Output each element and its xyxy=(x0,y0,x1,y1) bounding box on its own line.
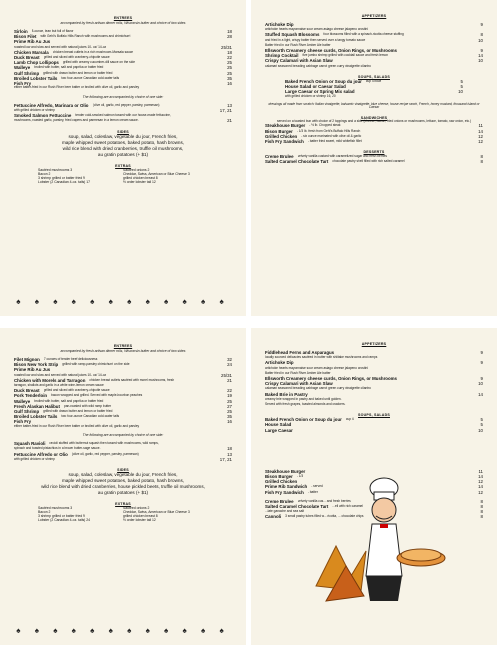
menu-item-name: Ellsworth Creamery cheese curds, Onion Rings, or Mushrooms xyxy=(265,48,397,54)
menu-item-price: 12 xyxy=(478,489,483,495)
soups-heading: SOUPS, SALADS xyxy=(358,413,390,418)
menu-item-name: Fish Fry Sandwich xyxy=(265,139,304,145)
menu-item-description: velvety vanilla cus... and fresh berries xyxy=(297,498,351,503)
menu-item-name: Prime Rib Au Jus xyxy=(14,39,51,45)
text-line: wild rice blend with dried cranberries, house pickled beets, truffle oil mushrooms, xyxy=(41,484,205,490)
menu-item-price: 14 xyxy=(478,474,483,480)
menu-item-price: 5 xyxy=(460,78,463,84)
menu-item-description: with grilled chicken or shrimp 16, 20 xyxy=(285,94,336,99)
menu-item-description: four blossoms filled with a spinach-ricotta cheese stuffing xyxy=(323,32,404,37)
menu-item-name: Steakhouse Burger xyxy=(265,123,306,129)
pasta-list xyxy=(14,103,232,119)
menu-item-description: 3 small pastry tubes filled w... ricotta, ... chocolate chips xyxy=(285,514,364,519)
menu-item-name: Shrimp Cocktail xyxy=(265,53,299,59)
text-line: grilled chicken breast 8 xyxy=(123,514,158,519)
menu-item-name: Broiled Lobster Tails xyxy=(14,414,58,420)
tree-border-decoration: ♠ ♠ ♠ ♠ ♠ ♠ ♠ ♠ ♠ ♠ ♠ ♠ xyxy=(16,297,230,306)
menu-item-description: grilled with drawn butter and lemon or batter fried xyxy=(43,409,113,414)
text-line: Cheddar, Swiss, American or Blue Cheese 3 xyxy=(123,171,190,176)
menu-item-price: 19 xyxy=(227,393,232,399)
menu-item-description: velvety vanilla custard with caramelized sugar and fresh berries xyxy=(297,154,388,159)
text-line: 3 shrimp grilled or batter fried 9 xyxy=(38,514,85,519)
menu-item-price xyxy=(463,402,483,407)
menu-item-name: Salted Caramel Chocolate Tart xyxy=(265,159,329,165)
menu-item-description: two four-ounce Canadian cold-water tails xyxy=(61,414,120,419)
menu-item-price: 14 xyxy=(478,128,483,134)
menu-item-description: grilled with drawn butter and lemon or batter fried xyxy=(43,70,113,75)
menu-item xyxy=(14,457,232,462)
menu-item-name: Smoked Salmon Fettuccine xyxy=(14,113,72,119)
menu-item-description: bacon wrapped and grilled. Served with maple-bourbon peaches xyxy=(51,393,143,398)
text-line: ½ order lobster tail 12 xyxy=(123,179,156,184)
menu-item-description: (olive oil, garlic, red pepper, parsley, parmesan) xyxy=(92,102,160,107)
menu-item-name: Creme Brulee xyxy=(265,498,294,504)
menu-item-price: 32 xyxy=(227,357,232,362)
menu-item-price: 10 xyxy=(478,381,483,387)
text-line: au gratin potatoes (+ $1) xyxy=(97,490,149,496)
section-heading: APPETIZERS xyxy=(361,342,387,346)
menu-item-description: cup 4 xyxy=(345,417,354,422)
menu-item-description: with grilled chicken or shrimp xyxy=(14,456,55,461)
text-line: Bacon 2 xyxy=(38,171,51,176)
menu-item-price: 11 xyxy=(478,123,483,129)
menu-item-description xyxy=(297,428,463,433)
menu-item-name: Bison Burger xyxy=(265,474,293,480)
text-line: Lobster (2 Canadian 4-oz. tails) 17 xyxy=(38,179,91,184)
menu-item-price: 12 xyxy=(478,139,483,145)
text-line: wild rice blend with dried cranberries, truffle oil mushrooms, xyxy=(62,145,184,151)
menu-item-price: 8 xyxy=(480,32,483,38)
section-subtitle: accompanied by fresh artisan dinner rolls, Wisconsin butter and choice of two sides xyxy=(60,21,186,25)
text-line: Sautéed mushrooms 3 xyxy=(38,167,73,172)
menu-item-price: 25 xyxy=(227,398,232,404)
menu-item-name: House Salad xyxy=(265,422,292,428)
text-line: soup, salad, coleslaw, vegetable du jour, French fries, xyxy=(68,133,178,139)
menu-item-name: Pork Tenderloin xyxy=(14,393,48,399)
menu-item-description: grilled and sliced with cranberry-chipotle sauce xyxy=(43,388,110,393)
menu-item-name: Grilled Chicken xyxy=(265,479,298,485)
menu-item-price: 8 xyxy=(480,509,483,515)
menu-item-name: Fish Fry Sandwich xyxy=(265,489,304,495)
squash-ravioli-price: 18 xyxy=(227,446,232,452)
menu-item-price: 13 xyxy=(227,451,232,457)
menu-item-description: roasted low and slow and served with natural juices 10- oz/ 14-oz xyxy=(14,44,107,49)
menu-item-description: Batter fried in our Rush River Amber Ale batter xyxy=(265,370,331,375)
menu-item-name: Prime Rib Sandwich xyxy=(265,484,308,490)
menu-item-name: Fish Fry xyxy=(14,81,32,87)
sandwich-note: served on a toasted bun with choice of 2 toppings and a side (cheese, bacon, fried onions or mushrooms, lettuce, tomato, raw onion, etc.) xyxy=(276,118,472,123)
menu-item-price: 28 xyxy=(227,34,232,40)
extras-list xyxy=(38,506,208,522)
menu-item-price: 14 xyxy=(478,391,483,397)
menu-item-price: 21 xyxy=(227,377,232,383)
desserts-heading: DESSERTS xyxy=(363,150,385,155)
soups-list xyxy=(265,417,483,433)
menu-item-description: tender cold-smoked salmon tossed with our house-made fettuccine, xyxy=(75,113,171,118)
menu-item-description: artichoke hearts mayonnaise sour cream asiago cheese jalapeno crostini xyxy=(265,365,368,370)
sides-list xyxy=(14,472,232,496)
menu-item-description: chocolate pastry shell filled with rich salted caramel xyxy=(332,159,405,164)
menu-item-price: 9 xyxy=(480,376,483,382)
menu-item-name: Fettuccine Alfredo, Marinara or Olio xyxy=(14,102,89,108)
extras-heading: EXTRAS xyxy=(115,163,131,168)
menu-item-price: 18 xyxy=(227,29,232,34)
chef-with-pie-illustration xyxy=(306,466,456,616)
menu-item-name: Ellsworth Creamery cheese curds, Onion Rings, or Mushrooms xyxy=(265,376,397,382)
sides-heading: SIDES xyxy=(117,129,129,134)
menu-item-name: Prime Rib Au Jus xyxy=(14,367,51,373)
menu-page-entrees-2 xyxy=(0,328,246,645)
menu-item-description: - batter xyxy=(307,489,318,494)
text-line: ½ order lobster tail 12 xyxy=(123,518,156,523)
section-heading: APPETIZERS xyxy=(361,14,387,18)
menu-item-price: 9 xyxy=(480,350,483,355)
menu-item-price: 25/31 xyxy=(221,372,232,378)
menu-item-price: 5 xyxy=(460,84,463,90)
menu-item-description: and fried in a light, crispy batter then served over a tangy tomato sauce xyxy=(265,37,366,42)
section-heading: ENTREES xyxy=(113,344,133,348)
menu-item-description: - served xyxy=(311,484,323,489)
menu-item-price: 22 xyxy=(227,388,232,394)
menu-item-price: 24 xyxy=(227,362,232,368)
menu-item-price: 16 xyxy=(227,419,232,425)
menu-item-price: 10 xyxy=(478,37,483,43)
menu-item xyxy=(285,94,463,99)
menu-item-description: chicken breast cutlets in a rich mushroom-Marsala sauce xyxy=(52,49,134,54)
menu-item-price: 35 xyxy=(227,414,232,420)
menu-item-description: - six ounce marinated with olive oil & garlic xyxy=(301,133,362,138)
menu-item-description: grilled with creamy cucumber-dill sauce on the side xyxy=(62,60,135,65)
section-subtitle: accompanied by fresh artisan dinner rolls, Wisconsin butter and choice of two sides xyxy=(60,349,186,353)
menu-item-description: calamari seasoned breading cabbage carrot green curry vinaigrette cilantro xyxy=(265,63,371,68)
text-line: maple whipped sweet potatoes, baked potato, hash browns, xyxy=(61,478,185,484)
menu-item-price: 10 xyxy=(458,89,463,95)
menu-item-name: Crispy Calamari with Asian Slaw xyxy=(265,58,333,64)
menu-item-description: (olive oil, garlic, red pepper, parsley, parmesan) xyxy=(71,451,139,456)
menu-item-description: calamari seasoned breading cabbage carrot green curry vinaigrette cilantro xyxy=(265,386,371,391)
menu-item-description: 8-ounce, lean but full of flavor xyxy=(31,29,74,33)
menu-item-price: 13 xyxy=(227,102,232,108)
menu-item-price: 9 xyxy=(480,360,483,366)
menu-item-price: 14 xyxy=(478,484,483,490)
menu-item-description: grilled with ramp-parsley chimichurri on the side xyxy=(62,362,130,367)
menu-item xyxy=(265,64,483,69)
menu-item-price: 11 xyxy=(478,468,483,474)
menu-item-price: 5 xyxy=(480,422,483,428)
tree-border-decoration: ♠ ♠ ♠ ♠ ♠ ♠ ♠ ♠ ♠ ♠ ♠ ♠ xyxy=(16,626,230,635)
menu-item-description: - ½ lb. Chopped steak xyxy=(309,123,341,128)
menu-item-name: Fish Fry xyxy=(14,419,32,425)
menu-item-price: 8 xyxy=(480,514,483,520)
menu-item xyxy=(265,428,483,433)
menu-item-name: Crispy Calamari with Asian Slaw xyxy=(265,381,333,387)
menu-item-name: Gulf Shrimp xyxy=(14,409,40,415)
menu-item-description: roasted low and slow and served with natural juices 10- oz/ 14-oz xyxy=(14,372,107,377)
text-line: soup, salad, coleslaw, vegetable du jour, French fries, xyxy=(68,472,178,478)
menu-item-price: 25 xyxy=(227,409,232,415)
menu-item-name: Chicken with Morels and Tarragon xyxy=(14,377,86,383)
menu-item-name: Walleye xyxy=(14,65,31,71)
menu-item-price: 8 xyxy=(480,498,483,504)
menu-item-description: - 1/3 xyxy=(296,474,304,479)
menu-item-description: pan-roasted with wild ramp butter xyxy=(63,403,112,408)
menu-item-name: Baked French Onion or Soup du jour xyxy=(285,78,362,84)
soups-list xyxy=(265,79,483,100)
menu-item-price: 17, 21 xyxy=(219,108,232,114)
menu-item-description: ...ell with rich caramel xyxy=(332,504,364,509)
menu-item-name: Creme Brulee xyxy=(265,154,294,160)
soups-heading: SOUPS, SALADS xyxy=(358,74,390,79)
menu-item-description: chicken breast cutlets sautéed with morel mushrooms, fresh xyxy=(89,377,175,382)
squash-ravioli-name: Squash Ravioli xyxy=(14,441,46,447)
menu-item-name: Fresh Alaskan Halibut xyxy=(14,403,60,409)
menu-item-name: Steakhouse Burger xyxy=(265,468,306,474)
text-line: Cheddar, Swiss, American or Blue Cheese 3 xyxy=(123,510,190,515)
menu-item-price: 16 xyxy=(227,81,232,87)
menu-item-price: 9 xyxy=(480,22,483,27)
menu-item-name: Duck Breast xyxy=(14,388,40,394)
fish-fry-description: either batter-fried in our Rush River beer batter or broiled with olive oil, garlic and parsley xyxy=(14,423,140,428)
menu-item-price: 17, 21 xyxy=(219,456,232,462)
menu-item-price: 8 xyxy=(480,159,483,165)
menu-item-name: Salted Caramel Chocolate Tart xyxy=(265,504,329,510)
menu-item-name: Walleye xyxy=(14,398,31,404)
pie-icon xyxy=(397,549,445,566)
menu-item xyxy=(265,402,483,407)
menu-item-name: Artichoke Dip xyxy=(265,360,294,366)
text-line: Sautéed onions 2 xyxy=(123,506,150,511)
menu-item-name: Filet Mignon xyxy=(14,357,40,362)
appetizer-list xyxy=(265,22,483,69)
menu-item-name: Lamb Chop Lollipops xyxy=(14,60,59,66)
menu-item-price: 10 xyxy=(478,427,483,433)
squash-ravioli-desc-2: spinach and toasted pistachios in a brown butter-sage sauce. xyxy=(14,446,101,451)
menu-item-price: 25 xyxy=(227,70,232,76)
menu-item-description: with Gehl's Buffalo Hills Ranch with mushrooms and chimichurri xyxy=(40,34,131,39)
menu-item-description: two four-ounce Canadian cold-water tails xyxy=(61,75,120,80)
menu-item-description: Batter fried in our Rush River Amber Ale batter xyxy=(265,42,331,47)
extras-list xyxy=(38,168,208,184)
menu-item-name: Large Caesar xyxy=(265,427,293,433)
menu-item-description: - batter fried sweet, mild whitefish fillet xyxy=(307,139,362,144)
sides-heading: SIDES xyxy=(117,468,129,473)
text-line: Sautéed mushrooms 3 xyxy=(38,506,73,511)
menu-item-name: Baked French Onion or Soup du jour xyxy=(265,417,342,423)
menu-item-name: Fiddlehead Ferns and Asparagus xyxy=(265,350,335,355)
menu-item xyxy=(265,139,483,144)
menu-item-price: 35 xyxy=(227,75,232,81)
menu-item-price: 8 xyxy=(480,154,483,160)
menu-item-description: artichoke hearts mayonnaise sour cream asiago cheese jalapeno crostini xyxy=(265,27,368,32)
text-line: Sautéed onions 2 xyxy=(123,167,150,172)
chef-icon xyxy=(366,478,402,601)
menu-item-price: 27 xyxy=(227,403,232,409)
menu-item-price: 12 xyxy=(478,133,483,139)
menu-item-description: - 1/3 lb. fresh from Gehl's Buffalo Hills Ranch xyxy=(296,128,361,133)
menu-item-name: Cannoli xyxy=(265,514,282,520)
side-choice-note: The following are accompanied by choice of one side: xyxy=(82,94,164,99)
menu-page-appetizers-2 xyxy=(251,328,497,645)
text-line: 3 shrimp grilled or batter fried 9 xyxy=(38,175,85,180)
menu-item-price: 5 xyxy=(480,417,483,423)
menu-item-description: five jumbo shrimp grilled with cocktail sauce and fresh lemon xyxy=(302,53,389,58)
salmon-description: mushrooms, roasted garlic, parsley, fried capers and parmesan in a lemon cream sauce. xyxy=(14,118,139,123)
menu-item-name: Sirloin xyxy=(14,29,28,34)
sandwiches-heading: SANDWICHES xyxy=(360,115,388,120)
menu-item-name: Bison Filet xyxy=(14,34,37,40)
menu-item-name: Bison New York Strip xyxy=(14,362,59,368)
menu-item-description: broiled with butter, salt and paprika or batter fried xyxy=(34,65,104,70)
entree-list xyxy=(14,29,232,86)
sandwich-list xyxy=(265,123,483,144)
menu-item-price: 9 xyxy=(480,48,483,54)
menu-item-description: ...late ganache and sea salt xyxy=(265,509,304,514)
menu-item-price: 8 xyxy=(480,504,483,510)
side-choice-note: The following are accompanied by choice of one side: xyxy=(82,433,164,438)
menu-item-description: locally sourced delicacies sautéed in butter with shiitake mushrooms and ramps xyxy=(265,355,378,360)
menu-item-description: grilled and sliced with cranberry-chipotle sauce xyxy=(43,55,110,60)
menu-item-description: creamy brie wrapped in pastry and baked until golden. xyxy=(265,396,342,401)
autumn-leaves-icon xyxy=(316,546,366,601)
menu-item-name: Chicken Marsala xyxy=(14,49,49,55)
menu-item-name: Stuffed Squash Blossoms xyxy=(265,32,320,38)
text-line: Lobster (2 Canadian 4-oz. tails) 24 xyxy=(38,518,91,523)
menu-item-description: tarragon, shallots and garlic in a white wine-lemon cream sauce xyxy=(14,383,104,388)
sides-list xyxy=(14,134,232,158)
menu-item-price: 25/31 xyxy=(221,44,232,50)
menu-page-entrees xyxy=(0,0,246,316)
menu-item-description: with grilled chicken or shrimp xyxy=(14,108,55,113)
menu-item-price: 14 xyxy=(478,53,483,59)
menu-item-description: 7 ounces of tender beef deliciousness xyxy=(43,357,98,361)
squash-ravioli-desc: ravioli stuffed with butternut squash then tossed with mushrooms, wild ramps, xyxy=(49,441,159,446)
text-line: au gratin potatoes (+ $1) xyxy=(97,151,149,157)
menu-item-description: Served with fresh grapes, toasted almonds and crackers. xyxy=(265,402,346,407)
menu-item-name: Large Caesar or Spring Mix salad xyxy=(285,89,355,95)
section-heading: ENTREES xyxy=(113,16,133,20)
appetizer-list xyxy=(265,350,483,407)
menu-item-price: 12 xyxy=(478,479,483,485)
menu-item-description: broiled with butter, salt and paprika or batter fried xyxy=(34,398,104,403)
dessert-list xyxy=(265,154,483,164)
menu-item-price: 18 xyxy=(227,49,232,55)
menu-item-price: 25 xyxy=(227,65,232,71)
menu-page-appetizers xyxy=(251,0,497,316)
pasta-list xyxy=(14,452,232,462)
dressings-note: dressings all made from scratch: Italian vinaigrette, balsamic vinaigrette, blue cheese, house recipe ranch, French, honey mustard, thousand island or Caesar xyxy=(268,101,480,110)
menu-item-name: Fettuccine Alfredo or Olio xyxy=(14,451,68,457)
menu-item-price: 22 xyxy=(227,55,232,61)
menu-item-name: House Salad or Caesar Salad xyxy=(285,84,346,90)
menu-item-price: 10 xyxy=(478,58,483,64)
fish-fry-description: either batter-fried in our Rush River beer batter or broiled with olive oil, garlic and parsley xyxy=(14,85,140,90)
menu-item-name: Duck Breast xyxy=(14,55,40,61)
menu-item-name: Artichoke Dip xyxy=(265,22,294,27)
text-line: grilled chicken breast 8 xyxy=(123,175,158,180)
menu-item-name: Broiled Lobster Tails xyxy=(14,75,58,81)
salmon-price: 21 xyxy=(227,118,232,124)
menu-item-price xyxy=(443,94,463,99)
menu-item-name: Gulf Shrimp xyxy=(14,70,40,76)
menu-item-name: Grilled Chicken xyxy=(265,133,298,139)
extras-heading: EXTRAS xyxy=(115,502,131,507)
menu-item-description: cup 4 bowl xyxy=(365,78,382,83)
text-line: maple whipped sweet potatoes, baked potato, hash browns, xyxy=(61,139,185,145)
menu-item xyxy=(265,159,483,164)
menu-item-price: 25 xyxy=(227,60,232,66)
menu-item-name: Bison Burger xyxy=(265,128,293,134)
menu-item-name: Baked Brie in Pastry xyxy=(265,391,308,397)
text-line: Bacon 2 xyxy=(38,510,51,515)
menu-item-price xyxy=(463,64,483,69)
entree-list xyxy=(14,357,232,425)
